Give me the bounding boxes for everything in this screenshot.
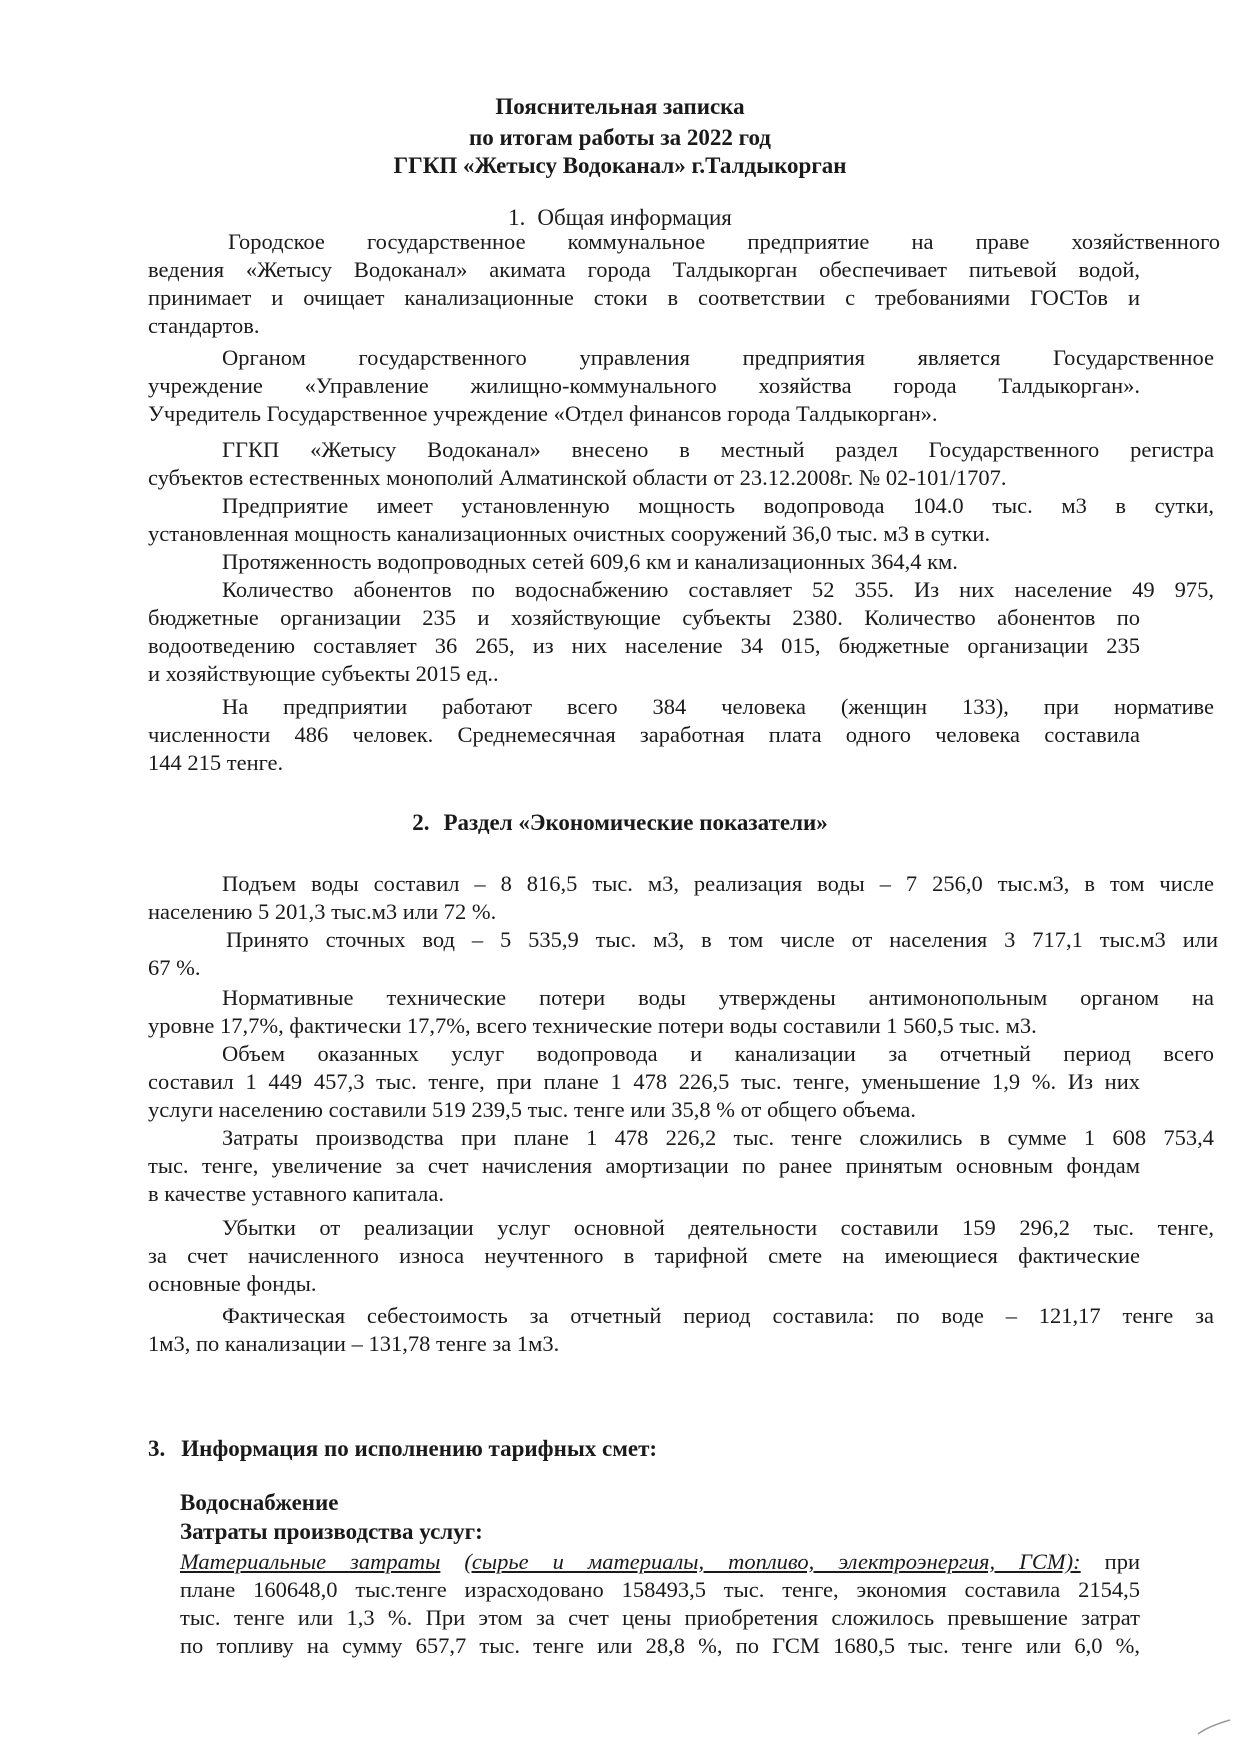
text-line: 144 215 тенге.: [148, 750, 284, 775]
text-line: 1м3, по канализации – 131,78 тенге за 1м3.: [148, 1331, 560, 1356]
section-2-heading: [0, 810, 1240, 836]
text-line: На предприятии работают всего 384 человека (женщин 133), при нормативе: [222, 694, 1214, 719]
paragraph: [148, 436, 1214, 492]
text-fragment: при: [1104, 1549, 1141, 1574]
text-line: численности 486 человек. Среднемесячная заработная плата одного человека составила: [148, 722, 1140, 747]
text-line: плане 160648,0 тыс.тенге израсходовано 158493,5 тыс. тенге, экономия составила 2154,5: [180, 1577, 1140, 1602]
text-line: Подъем воды составил – 8 816,5 тыс. м3, реализация воды – 7 256,0 тыс.м3, в том числе: [222, 871, 1214, 896]
section-title: Общая информация: [537, 205, 732, 230]
text-line: Органом государственного управления предприятия является Государственное: [222, 345, 1214, 370]
paragraph: [148, 1214, 1214, 1298]
paragraph: [148, 693, 1214, 777]
paragraph: [148, 228, 1220, 340]
paragraph: [148, 870, 1214, 926]
section-number: 2.: [412, 810, 430, 835]
text-line: составил 1 449 457,3 тыс. тенге, при плане 1 478 226,5 тыс. тенге, уменьшение 1,9 %. Из них: [148, 1069, 1140, 1094]
material-costs-label: Материальные затраты: [180, 1549, 441, 1574]
text-line: тыс. тенге или 1,3 %. При этом за счет цены приобретения сложилось превышение затрат: [180, 1605, 1140, 1630]
text-line: Убытки от реализации услуг основной деятельности составили 159 296,2 тыс. тенге,: [222, 1215, 1214, 1240]
text-line: и хозяйствующие субъекты 2015 ед..: [148, 661, 499, 686]
text-line: бюджетные организации 235 и хозяйствующие субъекты 2380. Количество абонентов по: [148, 605, 1140, 630]
text-line: Учредитель Государственное учреждение «Отдел финансов города Талдыкорган».: [148, 401, 938, 426]
organization-title: ГГКП «Жетысу Водоканал» г.Талдыкорган: [393, 153, 847, 178]
text-line: установленная мощность канализационных очистных сооружений 36,0 тыс. м3 в сутки.: [148, 521, 991, 546]
paragraph-material-costs: [180, 1548, 1140, 1660]
text-line: Предприятие имеет установленную мощность водопровода 104.0 тыс. м3 в сутки,: [222, 493, 1214, 518]
scan-edge-mark: [1192, 1708, 1232, 1738]
paragraph: [148, 984, 1214, 1040]
text-line: тыс. тенге, увеличение за счет начисления амортизации по ранее принятым основным фондам: [148, 1153, 1140, 1178]
text-line: [180, 1548, 1140, 1576]
text-line: Объем оказанных услуг водопровода и канализации за отчетный период всего: [222, 1041, 1214, 1066]
paragraph: [148, 1302, 1214, 1358]
text-line: Принято сточных вод – 5 535,9 тыс. м3, в том числе от населения 3 717,1 тыс.м3 или: [226, 927, 1218, 952]
paragraph: [148, 1124, 1214, 1208]
document-title: Пояснительная записка: [495, 94, 745, 119]
text-line: принимает и очищает канализационные стоки в соответствии с требованиями ГОСТов и: [148, 285, 1140, 310]
section-3-heading: [148, 1436, 657, 1462]
paragraph: [148, 492, 1214, 548]
text-line: Затраты производства при плане 1 478 226,2 тыс. тенге сложились в сумме 1 608 753,4: [222, 1125, 1214, 1150]
text-line: Нормативные технические потери воды утверждены антимонопольным органом на: [222, 985, 1214, 1010]
subheading-water-supply: Водоснабжение: [180, 1490, 339, 1515]
paragraph: [148, 344, 1214, 428]
text-line: ГГКП «Жетысу Водоканал» внесено в местный раздел Государственного регистра: [222, 437, 1214, 462]
text-line: населению 5 201,3 тыс.м3 или 72 %.: [148, 899, 497, 924]
text-line: Количество абонентов по водоснабжению составляет 52 355. Из них население 49 975,: [222, 577, 1214, 602]
text-line: услуги населению составили 519 239,5 тыс. тенге или 35,8 % от общего объема.: [148, 1097, 916, 1122]
subheading-production-costs: Затраты производства услуг:: [180, 1519, 483, 1544]
material-costs-detail: (сырье и материалы, топливо, электроэнергия, ГСМ):: [464, 1549, 1081, 1574]
paragraph: [148, 576, 1214, 688]
text-line: Протяженность водопроводных сетей 609,6 км и канализационных 364,4 км.: [222, 549, 958, 574]
text-line: стандартов.: [148, 313, 260, 338]
text-line: уровне 17,7%, фактически 17,7%, всего технические потери воды составили 1 560,5 тыс. м3.: [148, 1013, 1037, 1038]
document-subtitle: по итогам работы за 2022 год: [469, 125, 771, 150]
text-line: 67 %.: [148, 955, 201, 980]
section-title: Информация по исполнению тарифных смет:: [181, 1436, 658, 1461]
text-line: учреждение «Управление жилищно-коммунального хозяйства города Талдыкорган».: [148, 373, 1140, 398]
section-number: 3.: [148, 1436, 166, 1461]
text-line: по топливу на сумму 657,7 тыс. тенге или 28,8 %, по ГСМ 1680,5 тыс. тенге или 6,0 %,: [180, 1633, 1140, 1658]
paragraph: [148, 1040, 1214, 1124]
section-number: 1.: [508, 205, 526, 230]
text-line: основные фонды.: [148, 1271, 317, 1296]
paragraph: [148, 548, 1140, 576]
text-line: водоотведению составляет 36 265, из них население 34 015, бюджетные организации 235: [148, 633, 1140, 658]
text-line: субъектов естественных монополий Алматинской области от 23.12.2008г. № 02-101/1707.: [148, 465, 1007, 490]
text-line: Городское государственное коммунальное предприятие на праве хозяйственного: [228, 229, 1220, 254]
paragraph: [148, 926, 1218, 982]
text-line: в качестве уставного капитала.: [148, 1181, 444, 1206]
section-title: Раздел «Экономические показатели»: [443, 810, 828, 835]
text-line: за счет начисленного износа неучтенного в тарифной смете на имеющиеся фактические: [148, 1243, 1140, 1268]
text-line: ведения «Жетысу Водоканал» акимата города Талдыкорган обеспечивает питьевой водой,: [148, 257, 1140, 282]
text-line: Фактическая себестоимость за отчетный период составила: по воде – 121,17 тенге за: [222, 1303, 1214, 1328]
